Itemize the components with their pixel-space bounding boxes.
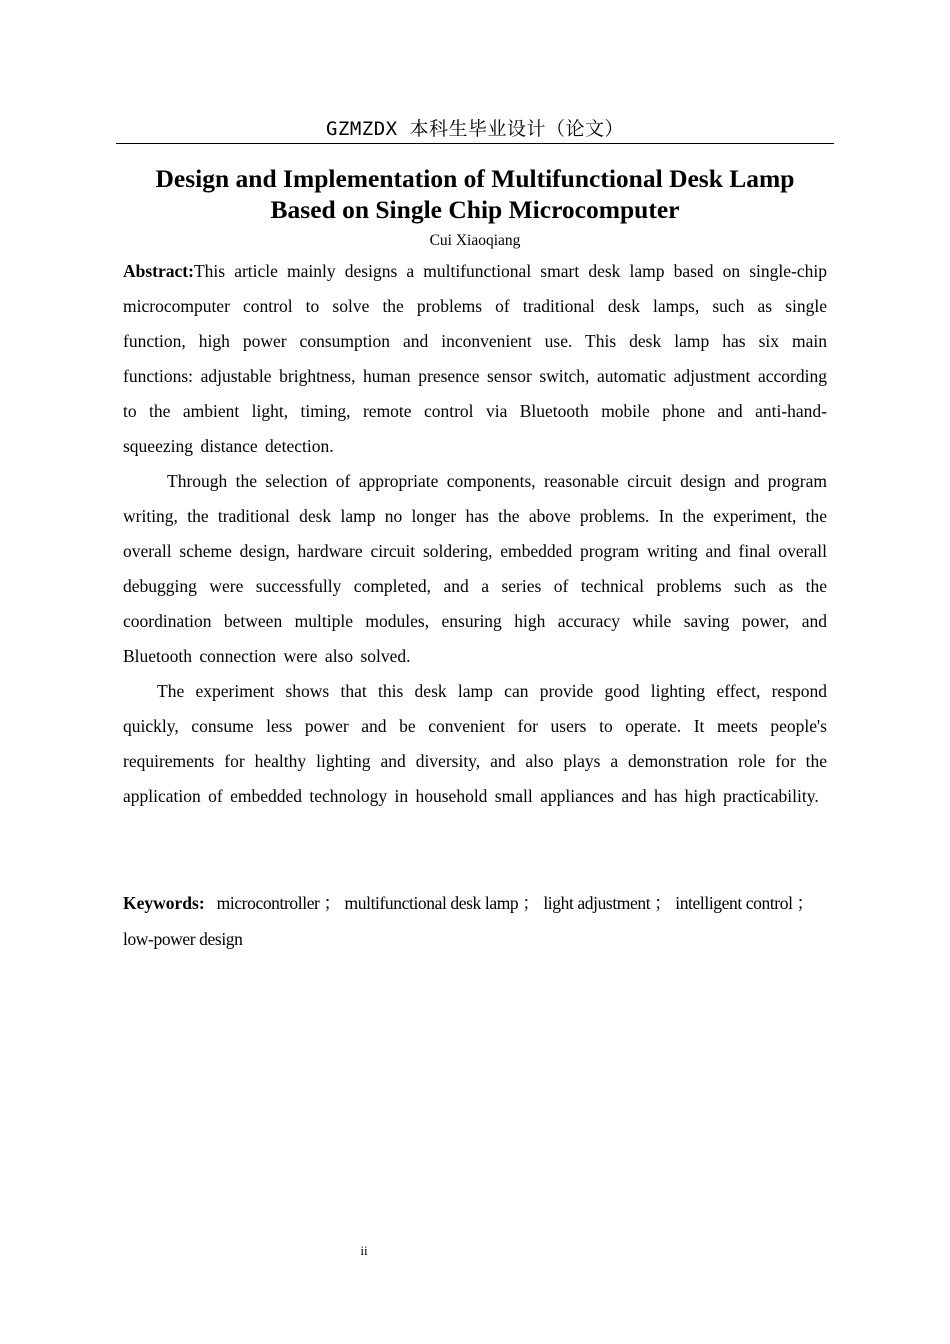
keyword-item: low-power design [123, 929, 243, 949]
keyword-item: microcontroller ； [216, 893, 341, 913]
abstract-paragraph-3: The experiment shows that this desk lamp can provide good lighting effect, respond quickly, consume less power and be convenient for users to operate. It meets people's requirements for healthy lighting and diversity, and also plays a demonstration role for the application of embedded technology in household small appliances and has high practicability. [123, 681, 827, 806]
author-name: Cui Xiaoqiang [429, 232, 521, 249]
abstract-paragraph-1 [123, 254, 827, 464]
page-number: ii [360, 1243, 368, 1258]
keywords-section [123, 885, 823, 957]
paper-title [116, 163, 834, 225]
keyword-item: multifunctional desk lamp ； [344, 893, 540, 913]
keyword-item: light adjustment ； [543, 893, 672, 913]
running-header: GZMZDX 本科生毕业设计（论文） [116, 117, 834, 144]
abstract-paragraph-1-text: This article mainly designs a multifunctional smart desk lamp based on single-chip microcomputer control to solve the problems of traditional desk lamps, such as single function, high power consumption and inconvenient use. This desk lamp has six main functions: adjustable brightness, human presence sensor switch, automatic adjustment according to the ambient light, timing, remote control via Bluetooth mobile phone and anti-hand-squeezing distance detection. [123, 261, 827, 456]
abstract-section [123, 254, 827, 814]
paper-title-line-2: Based on Single Chip Microcomputer [270, 195, 680, 224]
keywords-label: Keywords: [123, 893, 205, 913]
paper-title-line-1: Design and Implementation of Multifunctional Desk Lamp [155, 164, 795, 193]
keyword-item: intelligent control ； [675, 893, 814, 913]
abstract-paragraph-2: Through the selection of appropriate components, reasonable circuit design and program writing, the traditional desk lamp no longer has the above problems. In the experiment, the overall scheme design, hardware circuit soldering, embedded program writing and final overall debugging were successfully completed, and a series of technical problems such as the coordination between multiple modules, ensuring high accuracy while saving power, and Bluetooth connection were also solved. [123, 471, 827, 666]
abstract-label: Abstract: [123, 261, 194, 281]
